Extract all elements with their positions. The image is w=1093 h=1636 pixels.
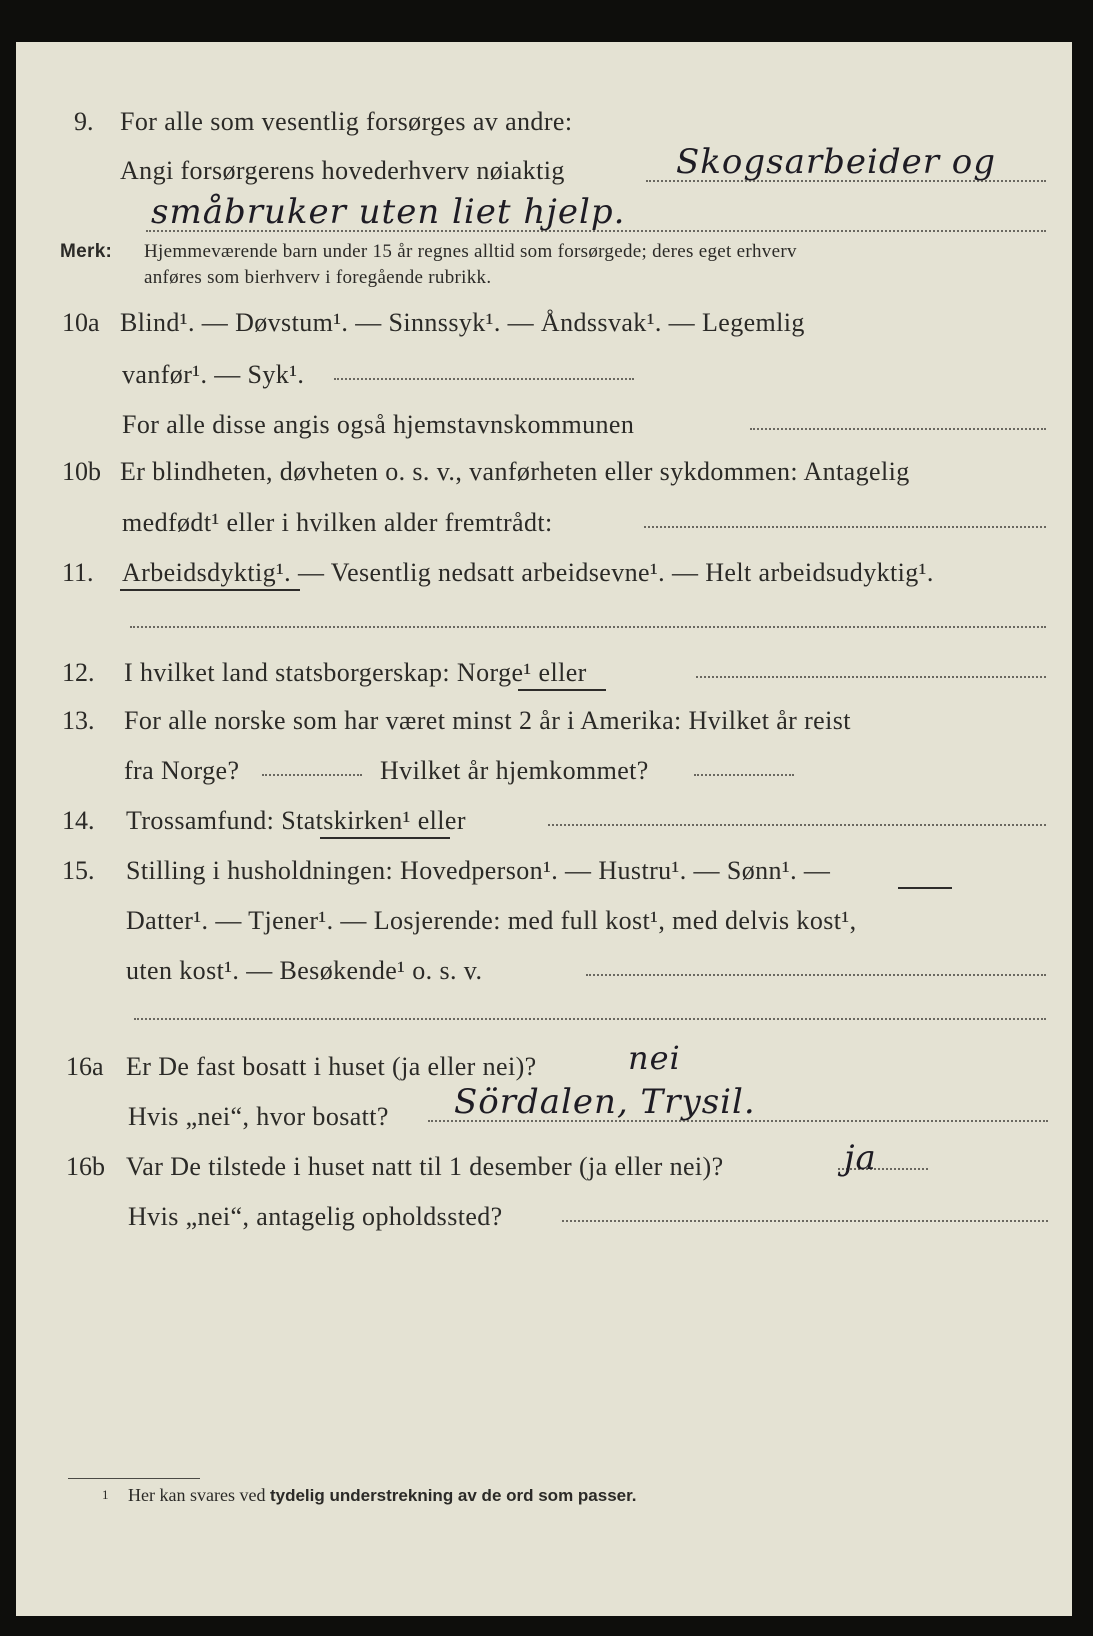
q15-underline-sonn [898, 887, 952, 889]
q16a-line1: Er De fast bosatt i huset (ja eller nei)? [126, 1052, 537, 1081]
q16a-handwritten-answer-2: Sördalen, Trysil. [454, 1082, 756, 1122]
q12-line1: I hvilket land statsborgerskap: Norge¹ eller [124, 658, 587, 687]
footnote-text [128, 1484, 637, 1507]
q14-answer-line [548, 824, 1046, 826]
q9-number: 9. [74, 107, 94, 136]
q15-line2: Datter¹. — Tjener¹. — Losjerende: med full kost¹, med delvis kost¹, [126, 906, 857, 935]
q10b-answer-line [644, 526, 1046, 528]
q11-line1: Arbeidsdyktig¹. — Vesentlig nedsatt arbeidsevne¹. — Helt arbeidsudyktig¹. [122, 558, 934, 587]
q15-answer-line-2 [134, 1018, 1046, 1020]
q9-handwritten-answer-1: Skogsarbeider og [676, 142, 997, 182]
merk-line2: anføres som bierhverv i foregående rubrikk. [144, 267, 492, 288]
q16a-number: 16a [66, 1052, 104, 1081]
q13-line2a: fra Norge? [124, 756, 240, 785]
q15-line3: uten kost¹. — Besøkende¹ o. s. v. [126, 956, 483, 985]
q14-underline-statskirken [320, 837, 450, 839]
q11-number: 11. [62, 558, 94, 587]
q10a-answer-line-1 [334, 378, 634, 380]
q15-number: 15. [62, 856, 95, 885]
q14-number: 14. [62, 806, 95, 835]
q12-underline-norge [518, 689, 606, 691]
q16a-line2: Hvis „nei“, hvor bosatt? [128, 1102, 389, 1131]
merk-label: Merk: [60, 241, 113, 262]
q16b-handwritten-answer-1: ja [844, 1138, 877, 1178]
q16b-line2: Hvis „nei“, antagelig opholdssted? [128, 1202, 503, 1231]
q13-number: 13. [62, 706, 95, 735]
q10a-line1: Blind¹. — Døvstum¹. — Sinnssyk¹. — Åndssvak¹. — Legemlig [120, 308, 805, 337]
q10a-line3: For alle disse angis også hjemstavnskommunen [122, 410, 635, 439]
q15-line1: Stilling i husholdningen: Hovedperson¹. — Hustru¹. — Sønn¹. — [126, 856, 831, 885]
q10b-line2: medfødt¹ eller i hvilken alder fremtrådt: [122, 508, 553, 537]
q9-line2: Angi forsørgerens hovederhverv nøiaktig [120, 156, 565, 185]
q14-line1: Trossamfund: Statskirken¹ eller [126, 806, 466, 835]
q10a-number: 10a [62, 308, 100, 337]
census-form-page [16, 42, 1072, 1616]
q16b-line1: Var De tilstede i huset natt til 1 desember (ja eller nei)? [126, 1152, 724, 1181]
q9-handwritten-answer-2: småbruker uten liet hjelp. [151, 192, 626, 232]
q15-answer-line-1 [586, 974, 1046, 976]
footnote-rule [68, 1478, 200, 1479]
footnote-marker: 1 [102, 1487, 109, 1502]
q11-underline-arbeidsdyktig [120, 589, 300, 591]
q10a-line2: vanfør¹. — Syk¹. [122, 360, 305, 389]
footnote-text-plain: Her kan svares ved [128, 1485, 266, 1505]
q13-line2b: Hvilket år hjemkommet? [380, 756, 649, 785]
q12-number: 12. [62, 658, 95, 687]
footnote-text-bold: tydelig understrekning av de ord som passer. [269, 1486, 637, 1505]
q13-answer-line-1 [262, 774, 362, 776]
q9-line1: For alle som vesentlig forsørges av andre: [120, 107, 573, 136]
q16b-answer-line-2 [562, 1220, 1048, 1222]
merk-line1: Hjemmeværende barn under 15 år regnes alltid som forsørgede; deres eget erhverv [144, 241, 797, 262]
q13-line1: For alle norske som har været minst 2 år i Amerika: Hvilket år reist [124, 706, 851, 735]
q10a-answer-line-2 [750, 428, 1046, 430]
q11-answer-line [130, 626, 1046, 628]
q10b-number: 10b [62, 457, 101, 486]
q16b-number: 16b [66, 1152, 105, 1181]
q13-answer-line-2 [694, 774, 794, 776]
q16a-handwritten-answer-1: nei [628, 1039, 681, 1077]
q10b-line1: Er blindheten, døvheten o. s. v., vanførheten eller sykdommen: Antagelig [120, 457, 910, 486]
q12-answer-line [696, 676, 1046, 678]
